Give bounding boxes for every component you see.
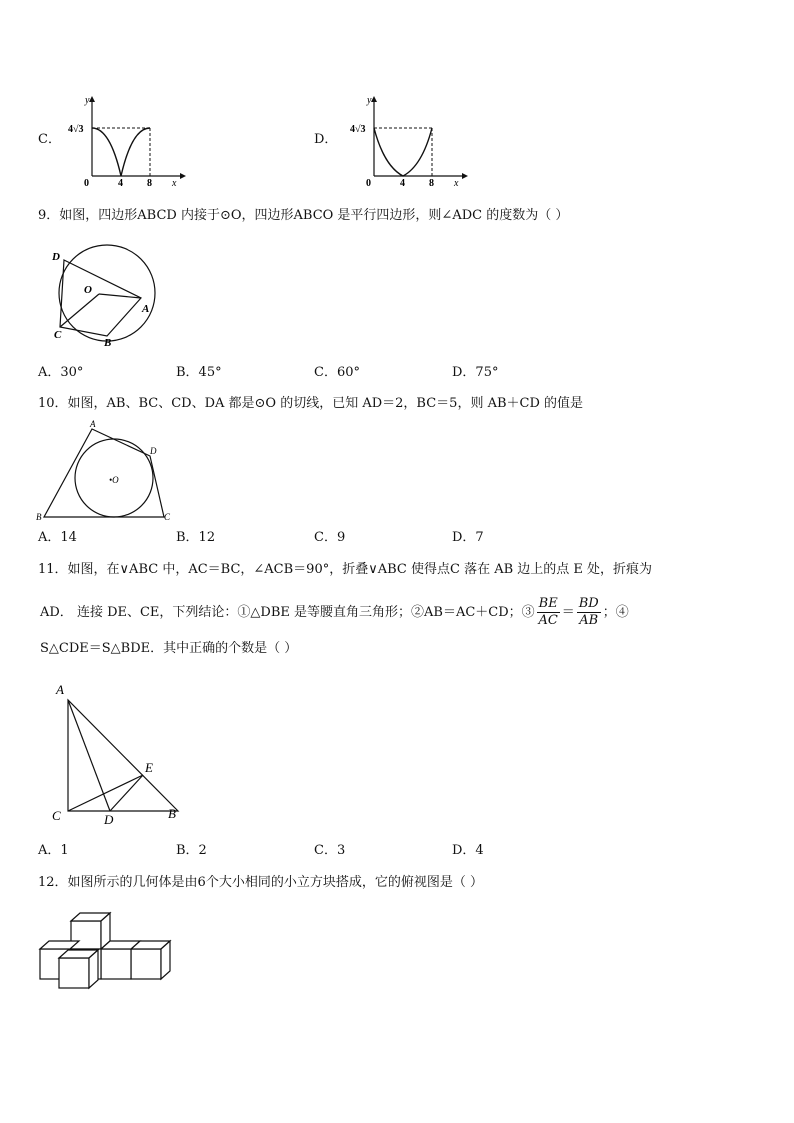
quad-abcd (60, 260, 141, 336)
svg-text:A: A (142, 303, 150, 315)
q10-option-b: B．12 (176, 530, 216, 545)
svg-text:4: 4 (118, 178, 123, 186)
svg-text:D: D (52, 251, 60, 263)
ymax-label: 4√3 (68, 124, 84, 135)
svg-text:C: C (164, 512, 171, 522)
q9-option-b: B．45° (176, 365, 222, 380)
svg-text:O: O (84, 284, 92, 296)
svg-text:x: x (454, 178, 459, 186)
svg-text:C: C (52, 808, 61, 823)
cubes (40, 913, 170, 988)
svg-text:4: 4 (400, 178, 405, 186)
q11-option-a: A．1 (38, 843, 69, 858)
q8-option-c-label: C． (38, 132, 61, 147)
circle-o (59, 245, 155, 341)
q12-figure (36, 908, 176, 994)
q11-figure (48, 678, 188, 826)
q10-option-c: C．9 (314, 530, 346, 545)
svg-text:B: B (104, 337, 112, 348)
svg-text:y: y (367, 95, 372, 106)
q11-stem-line3: S△CDE＝S△BDE．其中正确的个数是（ ） (40, 641, 298, 656)
svg-text:0: 0 (366, 178, 371, 186)
q8-graph-c (68, 94, 188, 186)
q9-option-d: D．75° (452, 365, 499, 380)
svg-text:C: C (54, 329, 62, 341)
q9-stem: 9．如图，四边形ABCD 内接于⊙O，四边形ABCO 是平行四边形，则∠ADC 的度数为（ ） (38, 208, 569, 223)
q11-option-d: D．4 (452, 843, 484, 858)
q11-stem-line2: AD． 连接 DE、CE，下列结论：①△DBE 是等腰直角三角形；②AB＝AC＋CD；③ $\frac{BE}{AC}$ ＝ $\frac{BD}{AB}$ ；④ (40, 596, 629, 628)
fraction-be-ac: $\frac{BE}{AC}$ (538, 596, 558, 628)
q10-option-d: D．7 (452, 530, 484, 545)
svg-text:0: 0 (84, 178, 89, 186)
svg-text:A: A (90, 419, 96, 429)
q11-stem-line2-a: AD． 连接 DE、CE，下列结论：①△DBE 是等腰直角三角形；②AB＝AC＋CD；③ (40, 604, 535, 620)
q12-stem: 12．如图所示的几何体是由6个大小相同的小立方块搭成，它的俯视图是（ ） (38, 875, 483, 890)
svg-text:•O: •O (109, 475, 119, 485)
svg-text:B: B (36, 512, 42, 522)
q9-option-a: A．30° (38, 365, 84, 380)
svg-text:8: 8 (147, 178, 152, 186)
q8-graph-d (350, 94, 470, 186)
curve-d (374, 128, 432, 176)
q10-stem: 10．如图，AB、BC、CD、DA 都是⊙O 的切线，已知 AD＝2，BC＝5，则 AB＋CD 的值是 (38, 396, 584, 411)
segment-de (110, 775, 143, 811)
triangle-abc (68, 700, 178, 811)
svg-text:4√3: 4√3 (350, 124, 366, 135)
q10-option-a: A．14 (38, 530, 77, 545)
y-axis-label: y (85, 95, 90, 106)
q9-figure (36, 238, 166, 348)
q8-option-d-label: D． (314, 132, 338, 147)
svg-text:D: D (104, 812, 114, 826)
q11-option-b: B．2 (176, 843, 207, 858)
quad-abcd (44, 429, 164, 517)
svg-text:A: A (56, 682, 64, 697)
q9-option-c: C．60° (314, 365, 360, 380)
q11-stem-line1: 11．如图，在∨ABC 中，AC＝BC，∠ACB＝90°，折叠∨ABC 使得点C 落在 AB 边上的点 E 处，折痕为 (38, 562, 653, 577)
svg-text:E: E (145, 760, 153, 775)
svg-text:8: 8 (429, 178, 434, 186)
fraction-bd-ab: $\frac{BD}{AB}$ (578, 596, 599, 628)
q10-figure (34, 416, 182, 524)
segment-ce (68, 775, 143, 811)
curve-c (92, 128, 150, 176)
svg-text:D: D (150, 446, 157, 456)
svg-text:B: B (168, 806, 176, 821)
q11-option-c: C．3 (314, 843, 346, 858)
q11-stem-line2-b: ；④ (602, 604, 629, 620)
x-axis-label: x (172, 178, 177, 186)
